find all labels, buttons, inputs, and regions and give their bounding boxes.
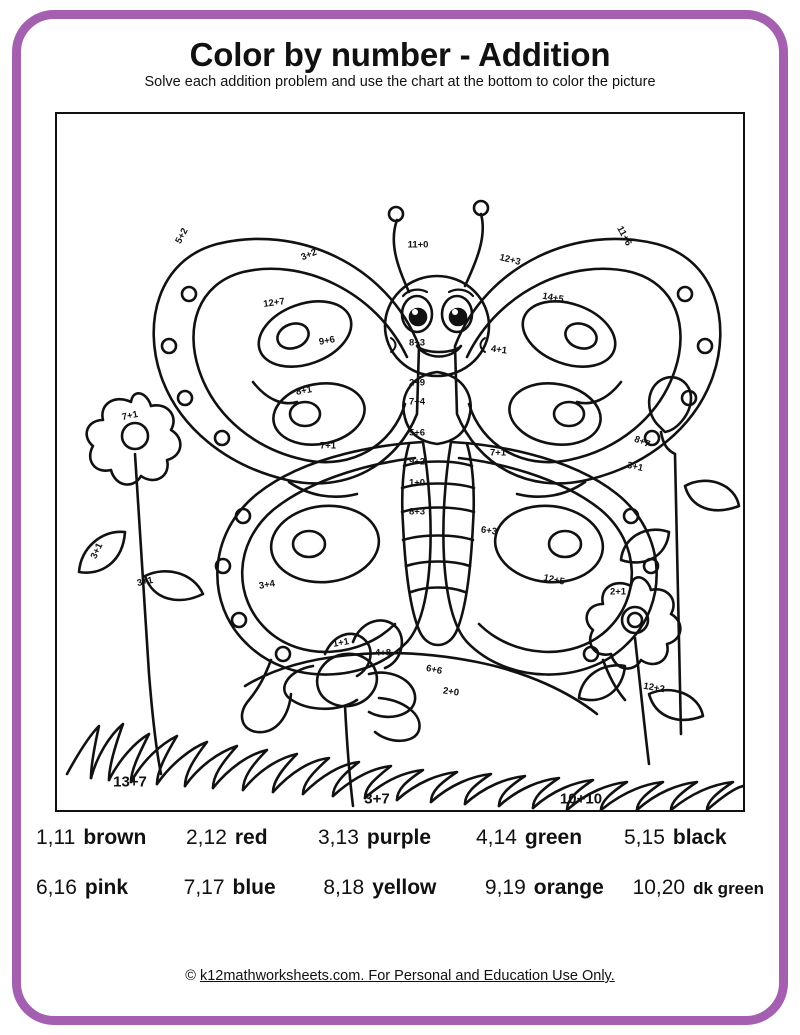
key-numbers: 4,14 bbox=[476, 826, 517, 849]
footer-link[interactable]: k12mathworksheets.com. For Personal and Education Use Only. bbox=[199, 968, 615, 984]
key-color-name: red bbox=[234, 826, 268, 849]
problem-abdomen-2: 7+4 bbox=[408, 396, 426, 408]
page-subtitle: Solve each addition problem and use the chart at the bottom to color the picture bbox=[144, 74, 656, 90]
key-item-10 bbox=[633, 876, 764, 900]
problem-butterfly-tail-right: 12+5 bbox=[542, 572, 566, 588]
problem-lower-left-wing-top: 8+1 bbox=[295, 384, 313, 398]
key-color-name: dk green bbox=[693, 879, 764, 898]
problem-right-wing-mid: 14+5 bbox=[541, 290, 565, 306]
problem-grass-right: 10+10 bbox=[559, 790, 603, 808]
key-color-name: pink bbox=[84, 876, 129, 899]
problem-head: 11+0 bbox=[407, 239, 429, 251]
problem-left-wing-upper-oval: 3+2 bbox=[299, 246, 319, 264]
key-numbers: 10,20 bbox=[632, 876, 686, 899]
problem-right-wing-oval: 12+3 bbox=[498, 252, 522, 268]
problem-lower-left-wing-oval: 7+1 bbox=[319, 440, 337, 452]
problem-lower-right-wing-low: 6+3 bbox=[480, 524, 498, 538]
key-color-name: green bbox=[524, 826, 583, 849]
key-item-7 bbox=[184, 876, 324, 900]
key-item-6 bbox=[36, 876, 184, 900]
problem-abdomen-3: 5+6 bbox=[408, 427, 426, 439]
page-title: Color by number - Addition bbox=[189, 36, 611, 73]
problem-right-flower-center: 2+1 bbox=[609, 586, 627, 598]
key-item-9 bbox=[485, 876, 633, 900]
problem-abdomen-6: 8+3 bbox=[408, 506, 426, 518]
problem-ground-flower-right: 6+6 bbox=[424, 662, 444, 678]
problem-right-bud: 8+7 bbox=[632, 433, 652, 451]
problem-lower-right-wing-oval: 7+1 bbox=[489, 447, 507, 459]
problem-abdomen-4: 9+2 bbox=[408, 456, 426, 468]
key-color-name: blue bbox=[232, 876, 276, 899]
problem-right-bud-stem: 3+1 bbox=[625, 459, 645, 475]
key-item-3 bbox=[318, 826, 476, 850]
problem-grass-left: 13+7 bbox=[113, 773, 147, 791]
problem-ground-flower-left: 1+1 bbox=[332, 636, 350, 650]
problem-ground-flower-center: 4+8 bbox=[374, 647, 392, 659]
key-numbers: 5,15 bbox=[624, 826, 665, 849]
color-key bbox=[36, 826, 764, 926]
key-numbers: 1,11 bbox=[36, 826, 76, 849]
key-numbers: 9,19 bbox=[484, 876, 526, 899]
key-item-8 bbox=[323, 876, 485, 900]
key-item-5 bbox=[624, 826, 727, 850]
key-numbers: 3,13 bbox=[318, 826, 359, 849]
key-item-2 bbox=[186, 826, 318, 850]
problem-right-wing-edge: 11+6 bbox=[614, 224, 634, 248]
problem-left-leaf-upper: 3+1 bbox=[88, 541, 106, 561]
problem-right-wing-lower: 4+1 bbox=[490, 343, 508, 357]
key-color-name: black bbox=[672, 826, 727, 849]
coloring-picture bbox=[55, 112, 745, 812]
key-numbers: 7,17 bbox=[183, 876, 225, 899]
key-item-4 bbox=[476, 826, 624, 850]
key-color-name: yellow bbox=[372, 876, 437, 899]
problem-lower-left-wing-tip: 3+4 bbox=[258, 578, 276, 592]
key-numbers: 2,12 bbox=[186, 826, 227, 849]
problem-ground-flower-stem: 2+0 bbox=[442, 685, 460, 699]
problem-abdomen-1: 2+9 bbox=[408, 377, 426, 389]
problem-abdomen-5: 1+0 bbox=[408, 477, 426, 489]
key-numbers: 6,16 bbox=[36, 876, 77, 899]
key-color-name: orange bbox=[533, 876, 604, 899]
problem-left-flower-center: 7+1 bbox=[120, 408, 140, 424]
problem-left-leaf-lower: 3+1 bbox=[135, 574, 155, 590]
problem-grass-center: 3+7 bbox=[364, 790, 390, 808]
key-item-1 bbox=[36, 826, 186, 850]
key-color-name: brown bbox=[83, 826, 147, 849]
problem-left-wing-upper-edge: 5+2 bbox=[173, 226, 191, 246]
footer-credit bbox=[0, 968, 800, 984]
color-key-row-1 bbox=[36, 826, 764, 876]
problem-label-layer bbox=[57, 114, 743, 810]
key-numbers: 8,18 bbox=[323, 876, 365, 899]
problem-right-leaf: 12+2 bbox=[642, 680, 666, 696]
key-color-name: purple bbox=[366, 826, 432, 849]
footer-copyright: © bbox=[185, 968, 200, 984]
problem-left-wing-lower-oval: 9+6 bbox=[318, 334, 336, 348]
color-key-row-2 bbox=[36, 876, 764, 926]
problem-left-wing-mid: 12+7 bbox=[262, 296, 286, 310]
problem-thorax: 8+3 bbox=[408, 337, 426, 349]
